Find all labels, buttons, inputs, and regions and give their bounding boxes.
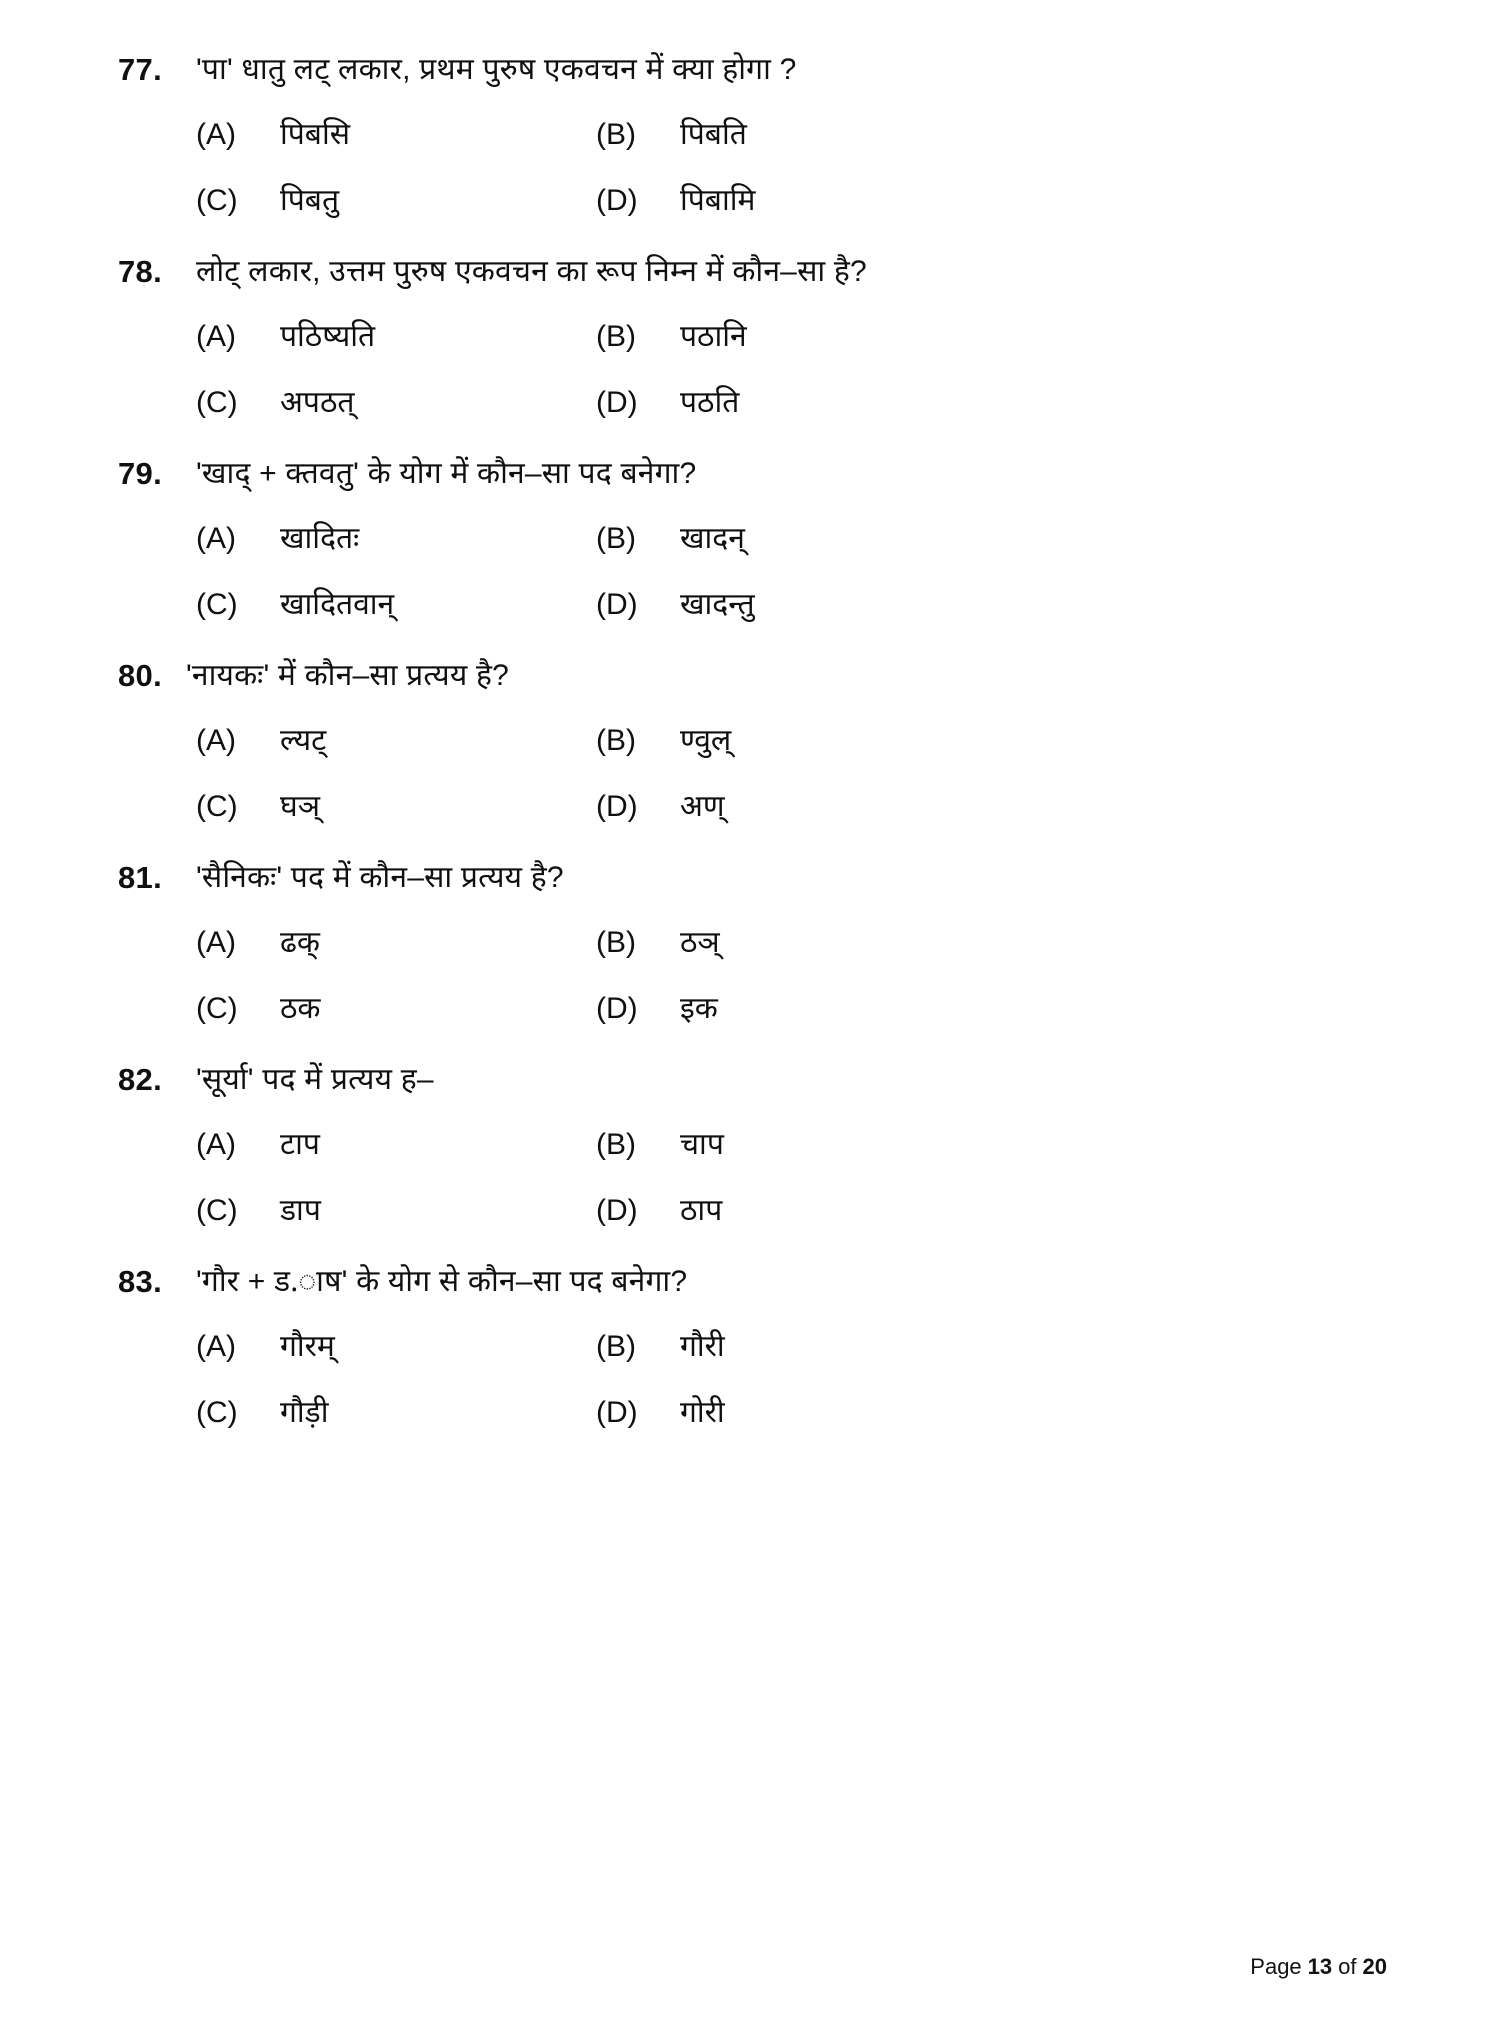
question-block [118, 1052, 1387, 1244]
option-label: (A) [196, 522, 236, 555]
option-value: इक [680, 992, 718, 1025]
options-group [196, 506, 1387, 638]
question-number: 78. [118, 254, 162, 289]
option-c[interactable] [196, 370, 596, 436]
option-row [196, 572, 1387, 638]
option-row [196, 1380, 1387, 1446]
option-label: (C) [196, 992, 238, 1025]
question-block [118, 446, 1387, 638]
option-value: पिबतु [280, 184, 340, 217]
option-label: (C) [196, 588, 238, 621]
option-value: गौरम् [280, 1330, 335, 1363]
option-a[interactable] [196, 102, 596, 168]
option-b[interactable] [596, 910, 996, 976]
option-value: टाप [280, 1128, 320, 1161]
question-line [118, 850, 1387, 906]
option-row [196, 774, 1387, 840]
option-c[interactable] [196, 774, 596, 840]
option-b[interactable] [596, 1314, 996, 1380]
option-row [196, 1178, 1387, 1244]
option-c[interactable] [196, 1178, 596, 1244]
question-text: 'सूर्या' पद में प्रत्यय ह– [196, 1063, 434, 1096]
question-line [118, 1052, 1387, 1108]
option-label: (D) [596, 386, 638, 419]
question-line [118, 1254, 1387, 1310]
option-label: (B) [596, 320, 636, 353]
question-text: 'सैनिकः' पद में कौन–सा प्रत्यय है? [196, 861, 564, 894]
option-label: (A) [196, 1330, 236, 1363]
option-b[interactable] [596, 1112, 996, 1178]
options-group [196, 1112, 1387, 1244]
option-label: (B) [596, 926, 636, 959]
option-row [196, 506, 1387, 572]
option-value: गौरी [680, 1330, 725, 1363]
option-row [196, 168, 1387, 234]
option-label: (C) [196, 1194, 238, 1227]
option-value: ल्यट् [280, 724, 327, 757]
option-row [196, 708, 1387, 774]
option-value: ठक [280, 992, 321, 1025]
option-value: पठानि [680, 320, 747, 353]
option-label: (A) [196, 926, 236, 959]
option-b[interactable] [596, 102, 996, 168]
option-b[interactable] [596, 708, 996, 774]
option-c[interactable] [196, 168, 596, 234]
option-label: (B) [596, 118, 636, 151]
option-d[interactable] [596, 774, 996, 840]
option-row [196, 1112, 1387, 1178]
option-value: ण्वुल् [680, 724, 732, 757]
option-value: पिबति [680, 118, 747, 151]
question-block [118, 850, 1387, 1042]
option-label: (B) [596, 1330, 636, 1363]
option-value: गोरी [680, 1396, 725, 1429]
option-label: (A) [196, 724, 236, 757]
option-label: (B) [596, 522, 636, 555]
question-block [118, 244, 1387, 436]
option-value: ढक् [280, 926, 320, 959]
footer-of-label: of [1338, 1954, 1357, 1979]
option-label: (D) [596, 992, 638, 1025]
option-value: ठाप [680, 1194, 723, 1227]
option-value: अपठत् [280, 386, 355, 419]
footer-page-label: Page [1250, 1954, 1302, 1979]
question-number: 80. [118, 658, 162, 693]
option-label: (B) [596, 1128, 636, 1161]
option-a[interactable] [196, 1314, 596, 1380]
footer-page-number: 13 [1307, 1954, 1333, 1979]
option-value: पिबामि [680, 184, 756, 217]
option-a[interactable] [196, 708, 596, 774]
option-label: (D) [596, 1194, 638, 1227]
question-number: 82. [118, 1062, 162, 1097]
option-a[interactable] [196, 506, 596, 572]
option-value: खादन्तु [680, 588, 755, 621]
option-value: खादितवान् [280, 588, 395, 621]
option-row [196, 370, 1387, 436]
option-value: पठिष्यति [280, 320, 376, 353]
options-group [196, 708, 1387, 840]
option-value: डाप [280, 1194, 321, 1227]
option-c[interactable] [196, 572, 596, 638]
option-value: खादितः [280, 522, 360, 555]
option-label: (B) [596, 724, 636, 757]
question-text: 'नायकः' में कौन–सा प्रत्यय है? [186, 659, 510, 692]
options-group [196, 1314, 1387, 1446]
question-number: 81. [118, 860, 162, 895]
question-number: 77. [118, 52, 162, 87]
option-c[interactable] [196, 1380, 596, 1446]
option-value: पठति [680, 386, 740, 419]
question-text: 'पा' धातु लट् लकार, प्रथम पुरुष एकवचन में क्या होगा ? [196, 53, 797, 86]
option-row [196, 976, 1387, 1042]
option-label: (C) [196, 1396, 238, 1429]
option-value: चाप [680, 1128, 724, 1161]
option-b[interactable] [596, 506, 996, 572]
option-row [196, 1314, 1387, 1380]
option-a[interactable] [196, 910, 596, 976]
option-d[interactable] [596, 1178, 996, 1244]
question-number: 83. [118, 1264, 162, 1299]
option-d[interactable] [596, 1380, 996, 1446]
option-label: (D) [596, 588, 638, 621]
options-group [196, 910, 1387, 1042]
option-label: (C) [196, 790, 238, 823]
option-label: (A) [196, 1128, 236, 1161]
option-b[interactable] [596, 304, 996, 370]
option-c[interactable] [196, 976, 596, 1042]
option-row [196, 304, 1387, 370]
option-label: (C) [196, 184, 238, 217]
option-d[interactable] [596, 572, 996, 638]
option-label: (A) [196, 320, 236, 353]
option-a[interactable] [196, 304, 596, 370]
question-line [118, 42, 1387, 98]
option-d[interactable] [596, 976, 996, 1042]
options-group [196, 304, 1387, 436]
option-label: (C) [196, 386, 238, 419]
option-value: खादन् [680, 522, 745, 555]
option-value: अण् [680, 790, 725, 823]
option-value: पिबसि [280, 118, 350, 151]
question-text: लोट् लकार, उत्तम पुरुष एकवचन का रूप निम्न में कौन–सा है? [196, 255, 867, 288]
question-block [118, 1254, 1387, 1446]
page-footer [1250, 1954, 1387, 1980]
option-row [196, 102, 1387, 168]
question-text: 'गौर + ड.ाष' के योग से कौन–सा पद बनेगा? [196, 1265, 688, 1298]
footer-page-total: 20 [1362, 1954, 1387, 1979]
option-value: ठञ् [680, 926, 720, 959]
options-group [196, 102, 1387, 234]
option-label: (D) [596, 790, 638, 823]
option-d[interactable] [596, 168, 996, 234]
question-block [118, 42, 1387, 234]
option-d[interactable] [596, 370, 996, 436]
option-label: (D) [596, 1396, 638, 1429]
option-row [196, 910, 1387, 976]
option-value: गौड़ी [280, 1396, 329, 1429]
question-line [118, 244, 1387, 300]
question-block [118, 648, 1387, 840]
option-label: (A) [196, 118, 236, 151]
option-a[interactable] [196, 1112, 596, 1178]
question-text: 'खाद् + क्तवतु' के योग में कौन–सा पद बनेगा? [196, 457, 697, 490]
option-label: (D) [596, 184, 638, 217]
question-number: 79. [118, 456, 162, 491]
question-line [118, 648, 1387, 704]
option-value: घञ् [280, 790, 320, 823]
question-line [118, 446, 1387, 502]
